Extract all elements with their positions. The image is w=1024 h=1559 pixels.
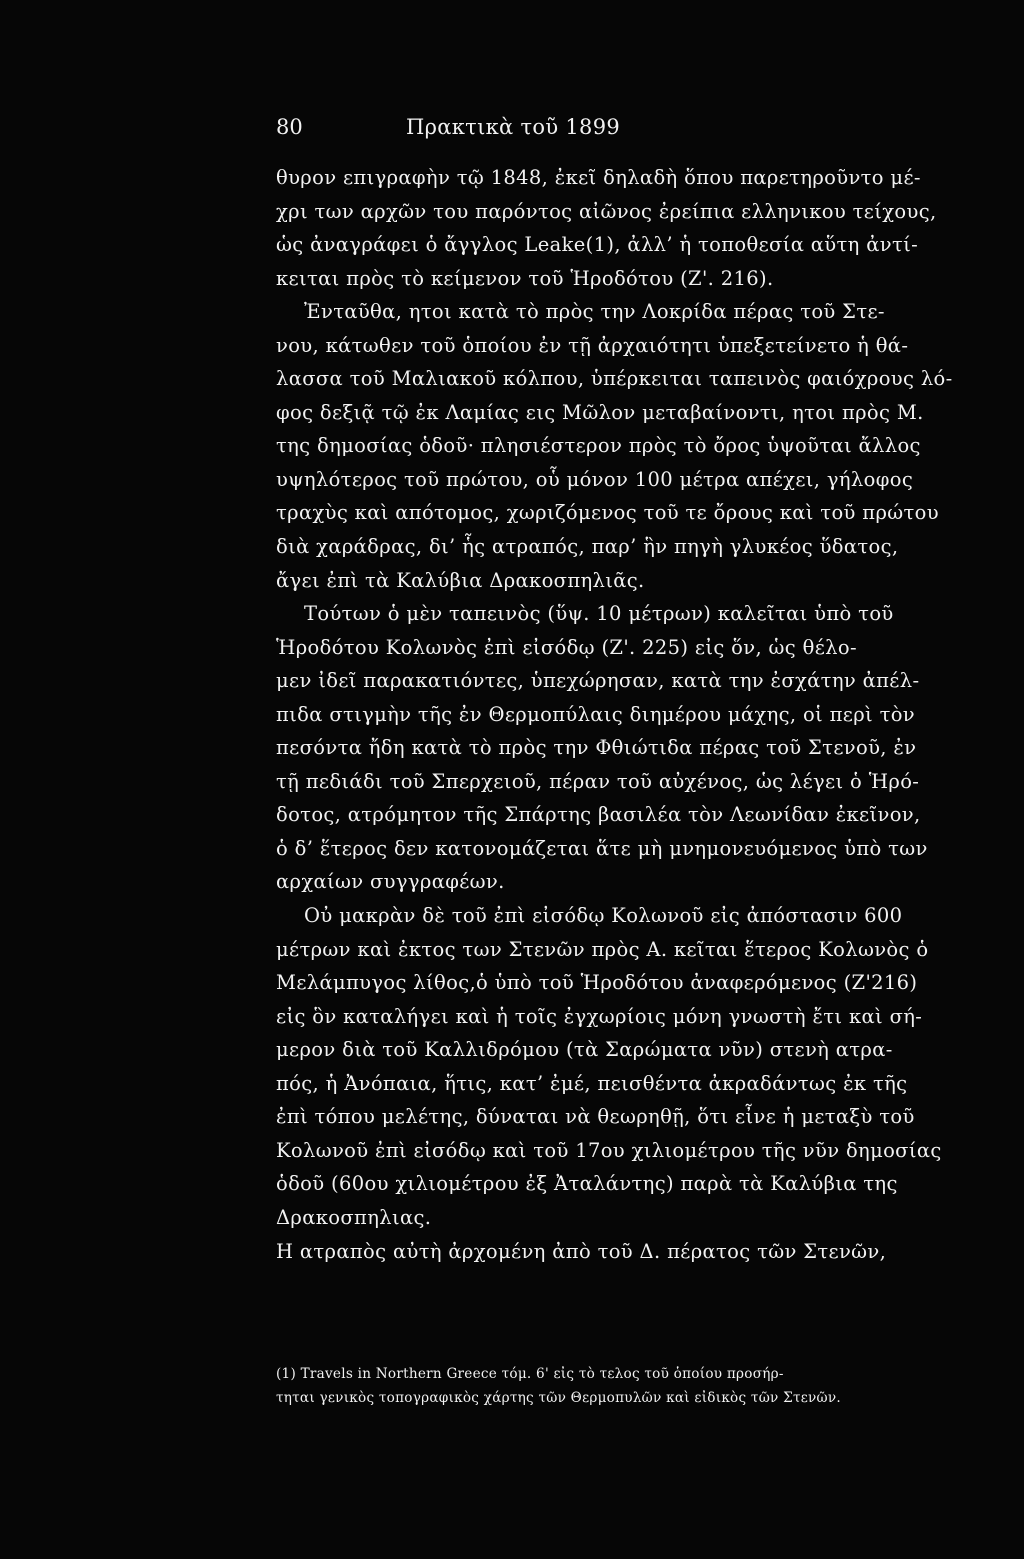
text-line: πεσόντα ἤδη κατὰ τὸ πρὸς την Φθιώτιδα πέρας τοῦ Στενοῦ, ἐν bbox=[276, 736, 917, 760]
text-line: νου, κάτωθεν τοῦ ὁποίου ἐν τῇ ἀρχαιότητι ὑπεξετείνετο ἡ θά- bbox=[276, 333, 909, 357]
text-line: ὡς ἀναγράφει ὁ ἄγγλος Leake(1), ἀλλ’ ἡ τοποθεσία αὕτη ἀντί- bbox=[276, 233, 919, 257]
text-line: υψηλότερος τοῦ πρώτου, οὗ μόνον 100 μέτρα απέχει, γήλοφος bbox=[276, 467, 914, 491]
text-line: της δημοσίας ὁδοῦ· πλησιέστερον πρὸς τὸ ὄρος ὑψοῦται ἄλλος bbox=[276, 434, 921, 458]
text-line: ὁ δ’ ἕτερος δεν κατονομάζεται ἅτε μὴ μνημονευόμενος ὑπὸ των bbox=[276, 836, 928, 860]
text-line: Οὐ μακρὰν δὲ τοῦ ἐπὶ εἰσόδῳ Κολωνοῦ εἰς ἀπόστασιν 600 bbox=[304, 904, 903, 928]
text-line: πιδα στιγμὴν τῆς ἐν Θερμοπύλαις διημέρου μάχης, οἱ περὶ τὸν bbox=[276, 702, 916, 726]
text-line: θυρον επιγραφὴν τῷ 1848, ἐκεῖ δηλαδὴ ὅπου παρετηροῦντο μέ- bbox=[276, 166, 921, 189]
body-text bbox=[276, 161, 953, 1302]
text-line: μεν ἰδεῖ παρακατιόντες, ὑπεχώρησαν, κατὰ την ἐσχάτην ἀπέλ- bbox=[276, 669, 920, 693]
text-line: ὁδοῦ (60ου χιλιομέτρου ἐξ Ἀταλάντης) παρὰ τὰ Καλύβια της bbox=[276, 1172, 898, 1196]
text-line: Ἐνταῦθα, ητοι κατὰ τὸ πρὸς την Λοκρίδα πέρας τοῦ Στε- bbox=[304, 300, 885, 324]
page-number: 80 bbox=[276, 115, 303, 139]
text-line: χρι των αρχῶν του παρόντος αἰῶνος ἐρείπια ελληνικου τείχους, bbox=[276, 199, 937, 223]
text-line: ἐπὶ τόπου μελέτης, δύναται νὰ θεωρηθῇ, ὅτι εἶνε ἡ μεταξὺ τοῦ bbox=[276, 1105, 915, 1129]
footnote-line: (1) Travels in Northern Greece τόμ. 6' εἰς τὸ τελος τοῦ ὁποίου προσήρ- bbox=[276, 1366, 784, 1382]
page-header bbox=[276, 112, 752, 142]
text-line: εἰς ὃν καταλήγει καὶ ἡ τοῖς ἐγχωρίοις μόνη γνωστὴ ἔτι καὶ σή- bbox=[276, 1004, 923, 1028]
running-title: Πρακτικὰ τοῦ 1899 bbox=[406, 115, 621, 139]
text-line: τραχὺς καὶ απότομος, χωριζόμενος τοῦ τε ὄρους καὶ τοῦ πρώτου bbox=[276, 501, 939, 525]
text-line: φος δεξιᾷ τῷ ἐκ Λαμίας εις Μῶλον μεταβαίνοντι, ητοι πρὸς Μ. bbox=[276, 400, 924, 424]
text-line: τῇ πεδιάδι τοῦ Σπερχειοῦ, πέραν τοῦ αὐχένος, ὡς λέγει ὁ Ἡρό- bbox=[276, 769, 920, 793]
text-line: διὰ χαράδρας, δι’ ἧς ατραπός, παρ’ ἣν πηγὴ γλυκέος ὕδατος, bbox=[276, 535, 899, 559]
text-line: Ἡροδότου Κολωνὸς ἐπὶ εἰσόδῳ (Ζ'. 225) εἰς ὅν, ὡς θέλο- bbox=[276, 635, 857, 659]
text-line: λασσα τοῦ Μαλιακοῦ κόλπου, ὑπέρκειται ταπεινὸς φαιόχρους λό- bbox=[276, 367, 953, 391]
text-line: δοτος, ατρόμητον τῆς Σπάρτης βασιλέα τὸν Λεωνίδαν ἐκεῖνον, bbox=[276, 803, 921, 827]
text-line: μερον διὰ τοῦ Καλλιδρόμου (τὰ Σαρώματα νῦν) στενὴ ατρα- bbox=[276, 1038, 893, 1062]
text-line: πός, ἡ Ἀνόπαια, ἥτις, κατ’ ἐμέ, πεισθέντα ἀκραδάντως ἐκ τῆς bbox=[276, 1071, 908, 1095]
text-line: μέτρων καὶ ἐκτος των Στενῶν πρὸς Α. κεῖται ἕτερος Κολωνὸς ὁ bbox=[276, 937, 929, 961]
text-line: Μελάμπυγος λίθος,ὁ ὑπὸ τοῦ Ἡροδότου ἀναφερόμενος (Ζ'216) bbox=[276, 971, 918, 995]
text-line: αρχαίων συγγραφέων. bbox=[276, 870, 505, 894]
footnote-line: τηται γενικὸς τοπογραφικὸς χάρτης τῶν Θερμοπυλῶν καὶ εἰδικὸς τῶν Στενῶν. bbox=[276, 1390, 841, 1406]
text-line: κειται πρὸς τὸ κείμενον τοῦ Ἡροδότου (Ζ'. 216). bbox=[276, 266, 774, 290]
footnotes bbox=[276, 1362, 933, 1410]
text-line: Κολωνοῦ ἐπὶ εἰσόδῳ καὶ τοῦ 17ου χιλιομέτρου τῆς νῦν δημοσίας bbox=[276, 1138, 942, 1162]
text-line: ἄγει ἐπὶ τὰ Καλύβια Δρακοσπηλιᾶς. bbox=[276, 568, 645, 592]
text-line: Δρακοσπηλιας. bbox=[276, 1205, 432, 1229]
text-line: Τούτων ὁ μὲν ταπεινὸς (ὕψ. 10 μέτρων) καλεῖται ὑπὸ τοῦ bbox=[304, 602, 894, 626]
text-line: Η ατραπὸς αὐτὴ ἀρχομένη ἀπὸ τοῦ Δ. πέρατος τῶν Στενῶν, bbox=[276, 1239, 887, 1263]
text-line bbox=[276, 1268, 933, 1302]
